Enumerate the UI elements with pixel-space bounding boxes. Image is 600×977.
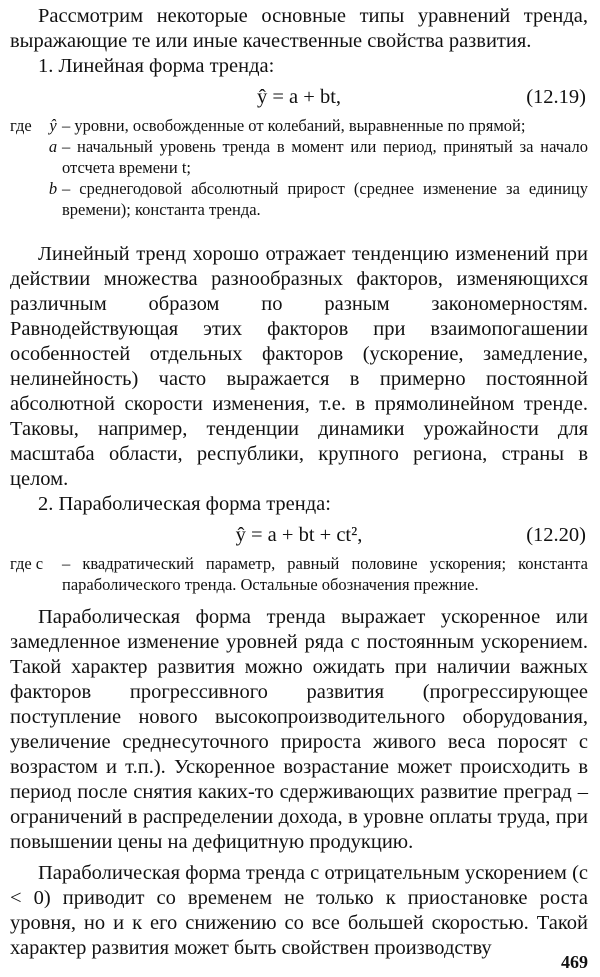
negative-acceleration-paragraph: Параболическая форма тренда с отрицательным ускорением (c < 0) приводит со временем не только к приостановке роста уровня, но и к его снижению со все большей скоростью. Такой характер развития может быть свойствен производству bbox=[10, 862, 588, 959]
definition-row bbox=[10, 553, 588, 595]
formula-12-20 bbox=[10, 517, 588, 553]
definition-text: – начальный уровень тренда в момент или период, принятый за начало отсчета времени t; bbox=[62, 137, 588, 177]
definition-lead: где c bbox=[10, 554, 44, 573]
definition-row bbox=[10, 115, 588, 136]
item2-heading: 2. Параболическая форма тренда: bbox=[38, 493, 331, 515]
intro-paragraph: Рассмотрим некоторые основные типы уравнений тренда, выражающие те или иные качественные свойства развития. bbox=[10, 5, 588, 52]
definitions-12-20 bbox=[10, 553, 588, 595]
definition-row bbox=[10, 178, 588, 220]
item1-heading: 1. Линейная форма тренда: bbox=[38, 55, 275, 77]
page-content bbox=[10, 4, 588, 961]
page-number: 469 bbox=[561, 952, 588, 972]
definition-symbol: a bbox=[48, 137, 58, 156]
definition-text: – среднегодовой абсолютный прирост (среднее изменение за единицу времени); константа тренда. bbox=[62, 179, 588, 219]
definitions-12-19 bbox=[10, 115, 588, 220]
parabolic-trend-paragraph: Параболическая форма тренда выражает ускоренное или замедленное изменение уровней ряда с постоянным ускорением. Такой характер развития можно ожидать при наличии важных факторов прогрессивного развития (прогрессирующее поступление нового высокопроизводительного оборудования, увеличение среднесуточного прироста живого веса поросят с возрастом и т.п.). Ускоренное возрастание может происходить в период после снятия каких-то сдерживающих развитие преград – ограничений в распределении дохода, в уровне оплаты труда, при повышении цены на дефицитную продукцию. bbox=[10, 606, 588, 853]
definition-text: – квадратический параметр, равный половине ускорения; константа параболического тренда. Остальные обозначения прежние. bbox=[62, 554, 588, 594]
formula-12-20-number: (12.20) bbox=[526, 524, 586, 546]
formula-12-19-expression: ŷ = a + bt, bbox=[256, 86, 342, 108]
linear-trend-paragraph: Линейный тренд хорошо отражает тенденцию изменений при действии множества разнообразных факторов, изменяющихся различным образом по разным закономерностям. Равнодействующая этих факторов при взаимопогашении особенностей отдельных факторов (ускорение, замедление, нелинейность) часто выражается в примерно постоянной абсолютной скорости изменения, т.е. в прямолинейном тренде. Таковы, например, тенденции динамики урожайности для масштаба области, республики, крупного региона, страны в целом. bbox=[10, 243, 588, 490]
definition-row bbox=[10, 136, 588, 178]
definition-lead: где bbox=[10, 116, 32, 135]
formula-12-19 bbox=[10, 79, 588, 115]
definition-text: – уровни, освобожденные от колебаний, выравненные по прямой; bbox=[62, 116, 526, 135]
definition-symbol: b bbox=[48, 179, 58, 198]
definition-symbol: ŷ bbox=[49, 116, 57, 135]
formula-12-19-number: (12.19) bbox=[526, 86, 586, 108]
formula-12-20-expression: ŷ = a + bt + ct², bbox=[235, 524, 363, 546]
